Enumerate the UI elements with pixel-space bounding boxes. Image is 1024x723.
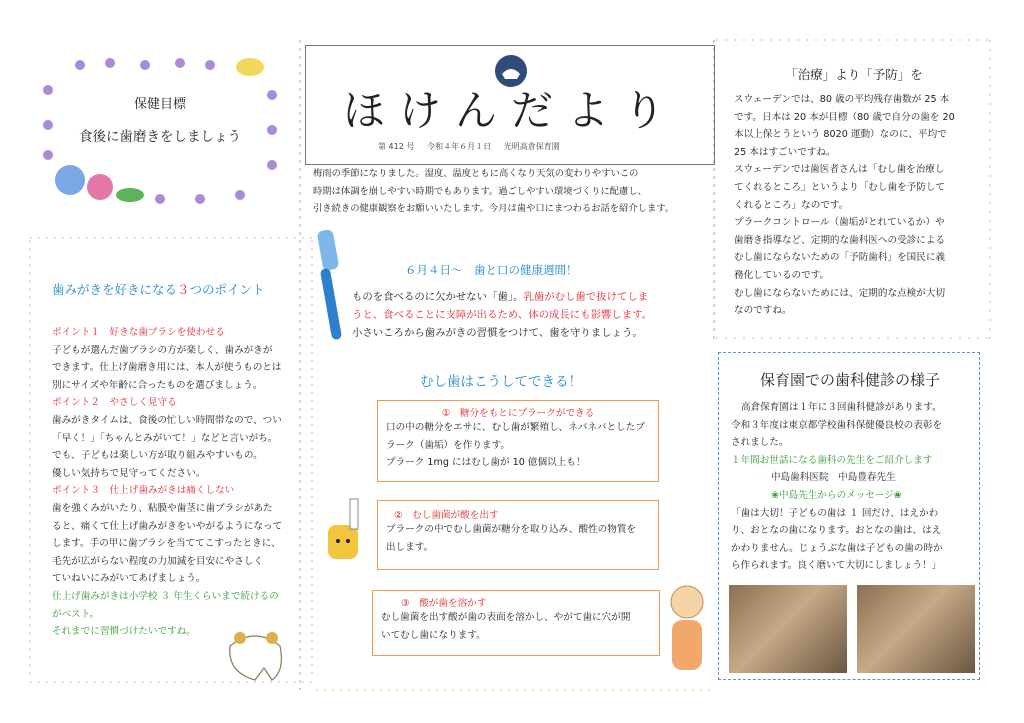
intro-paragraph (313, 165, 713, 218)
step-text: いてむし歯になります。 (381, 629, 486, 641)
newsletter-title: ほけんだより (342, 86, 679, 135)
health-week-title: ６月４日～ 歯と口の健康週間！ (405, 263, 578, 277)
point-text: でも、子どもは楽しい方が取り組みやすいもの。 (52, 450, 263, 462)
point-text: 別にサイズや年齢に合ったものを選びましょう。 (52, 379, 263, 391)
intro-line: 引き続きの健康観察をお願いいたします。今月は歯や口にまつわるお話を紹介します。 (313, 203, 675, 215)
issue-date: 令和４年６月１日 (427, 142, 492, 151)
cavity-section-title: むし歯はこうしてできる！ (420, 374, 582, 390)
step-head: ③ 酸が歯を溶かす (401, 598, 487, 609)
cavity-step-3 (372, 590, 660, 656)
dental-checkup-text (731, 399, 977, 575)
tooth-illustration-icon (220, 626, 290, 682)
health-goal-title: 保健目標 (133, 97, 186, 112)
checkup-line: されました。 (731, 437, 789, 449)
cup-toothbrush-icon (320, 495, 376, 565)
message-line: り、おとなの歯になります。おとなの歯は、はえ (731, 525, 942, 537)
step-text: プラークの中でむし歯菌が糖分を取り込み、酸性の物質を (386, 524, 637, 535)
message-line: 「歯は大切！子どもの歯は １ 回だけ、はえかわ (731, 507, 939, 519)
week-line: うと、食べることに支障が出るため、体の成長にも影響します。 (352, 309, 653, 321)
prevention-line: 歯磨き指導など、定期的な歯科医への受診による (734, 234, 946, 246)
point-text: ていねいにみがいてあげましょう。 (52, 573, 206, 585)
tips-heading: 歯みがきを好きになる３つのポイント (52, 282, 265, 297)
intro-line: 梅雨の季節になりました。湿度、温度ともに高くなり天気の変わりやすいこの (313, 168, 639, 179)
tips-list (52, 324, 322, 641)
doctor-photo (729, 585, 847, 673)
point-text: ると、痛くて仕上げ歯みがきをいやがるようになって (52, 520, 283, 532)
step-text: プラーク 1mg にはむし歯が 10 億個以上も！ (386, 457, 586, 469)
point-text: 優しい気持ちで見守ってください。 (52, 467, 206, 479)
prevention-line: てくれるところ」というより「むし歯を予防して (734, 181, 946, 193)
newsletter-header (305, 45, 715, 165)
step-head: ① 糖分をもとにプラークができる (441, 408, 595, 419)
checkup-photo (857, 585, 975, 673)
point-text: 「早く！」「ちゃんとみがいて！」などと言いがち。 (52, 432, 278, 444)
week-line: 小さいころから歯みがきの習慣をつけて、歯を守りましょう。 (352, 327, 643, 339)
prevention-line: です。日本は 20 本が目標（80 歳で自分の歯を 20 (734, 111, 955, 123)
step-text: 出します。 (386, 541, 434, 553)
doctor-name: 中島歯科医院 中島豊春先生 (771, 472, 896, 484)
prevention-line: むし歯にならないための「予防歯科」を国民に義 (734, 252, 946, 264)
point-title: ポイント２ やさしく見守る (52, 397, 177, 409)
prevention-section (720, 45, 988, 335)
closing-text: 仕上げ歯みがきは小学校 ３ 年生くらいまで続けるの (52, 590, 279, 602)
message-line: かわりません。じょうぶな歯は子どもの歯の時か (731, 542, 943, 554)
health-goal-text: 食後に歯磨きをしましょう (79, 129, 241, 145)
prevention-line: 25 本はすごいですね。 (734, 146, 836, 158)
publisher: 光明高倉保育園 (503, 142, 560, 151)
prevention-line: なのですね。 (734, 305, 792, 317)
week-line: ものを食べるのに欠かせない「歯」。乳歯がむし歯で抜けてしま (352, 291, 649, 303)
prevention-line: スウェーデンでは歯医者さんは「むし歯を治療し (734, 164, 945, 176)
prevention-line: スウェーデンでは、80 歳の平均残存歯数が 25 本 (734, 94, 950, 105)
prevention-line: むし歯にならないためには、定期的な点検が大切 (734, 287, 946, 299)
prevention-line: くれるところ」なのです。 (734, 199, 849, 211)
point-text: 毛先が広がらない程度の力加減を目安にやさしく (52, 555, 264, 567)
prevention-line: 本以上保とうという 8020 運動）なのに、平均で (734, 129, 947, 141)
cavity-step-1 (377, 400, 659, 482)
point-text: 歯を強くみがいたり、粘膜や歯茎に歯ブラシがあた (52, 502, 273, 514)
cavity-step-2 (377, 500, 659, 570)
point-text: できます。仕上げ歯磨き用には、本人が使うものとは (52, 362, 282, 374)
step-text: むし歯菌を出す酸が歯の表面を溶かし、やがて歯に穴が開 (381, 612, 631, 623)
point-text: 歯みがきタイムは、食後の忙しい時間帯なので、つい (52, 414, 282, 426)
point-title: ポイント１ 好きな歯ブラシを使わせる (52, 327, 225, 338)
prevention-text (734, 91, 984, 320)
doctor-intro: １年間お世話になる歯科の先生をご紹介します (731, 454, 933, 466)
point-text: 子どもが選んだ歯ブラシの方が楽しく、歯みがきが (52, 344, 273, 356)
checkup-line: 高倉保育園は１年に３回歯科健診があります。 (741, 402, 942, 413)
health-week-text (352, 288, 712, 342)
issue-line (378, 141, 560, 152)
step-text: ラーク（歯垢）を作ります。 (386, 439, 510, 451)
closing-text: がベスト。 (52, 608, 100, 620)
message-line: ら作られます。良く磨いて大切にしましょう！」 (731, 560, 942, 572)
closing-text: それまでに習慣づけたいですね。 (52, 626, 196, 638)
toothbrush-icon (312, 230, 352, 342)
dental-checkup-section (718, 352, 980, 680)
child-brushing-icon (662, 580, 712, 680)
health-goal-box (40, 55, 280, 205)
checkup-line: 令和３年度は東京都学校歯科保健優良校の表彰を (731, 419, 943, 431)
toothbrush-tips-section (30, 238, 312, 683)
point-text: します。手の甲に歯ブラシを当ててこすったときに、 (52, 538, 281, 550)
issue-number: 第 412 号 (378, 142, 415, 151)
point-title: ポイント３ 仕上げ歯みがきは痛くしない (52, 485, 235, 497)
dental-checkup-title: 保育園での歯科健診の様子 (759, 371, 940, 389)
message-title: ❀中島先生からのメッセージ❀ (771, 489, 902, 501)
prevention-title: 「治療」より「予防」を (785, 67, 923, 82)
intro-line: 時期は体調を崩しやすい時期でもあります。過ごしやすい環境づくりに配慮し、 (313, 185, 647, 197)
prevention-line: 務化しているのです。 (734, 269, 830, 281)
step-head: ② むし歯菌が酸を出す (394, 510, 499, 521)
prevention-line: プラークコントロール（歯垢がとれているか）や (734, 217, 945, 229)
step-text: 口の中の糖分をエサに、むし歯が繁殖し、ネバネバとしたプ (386, 422, 645, 433)
